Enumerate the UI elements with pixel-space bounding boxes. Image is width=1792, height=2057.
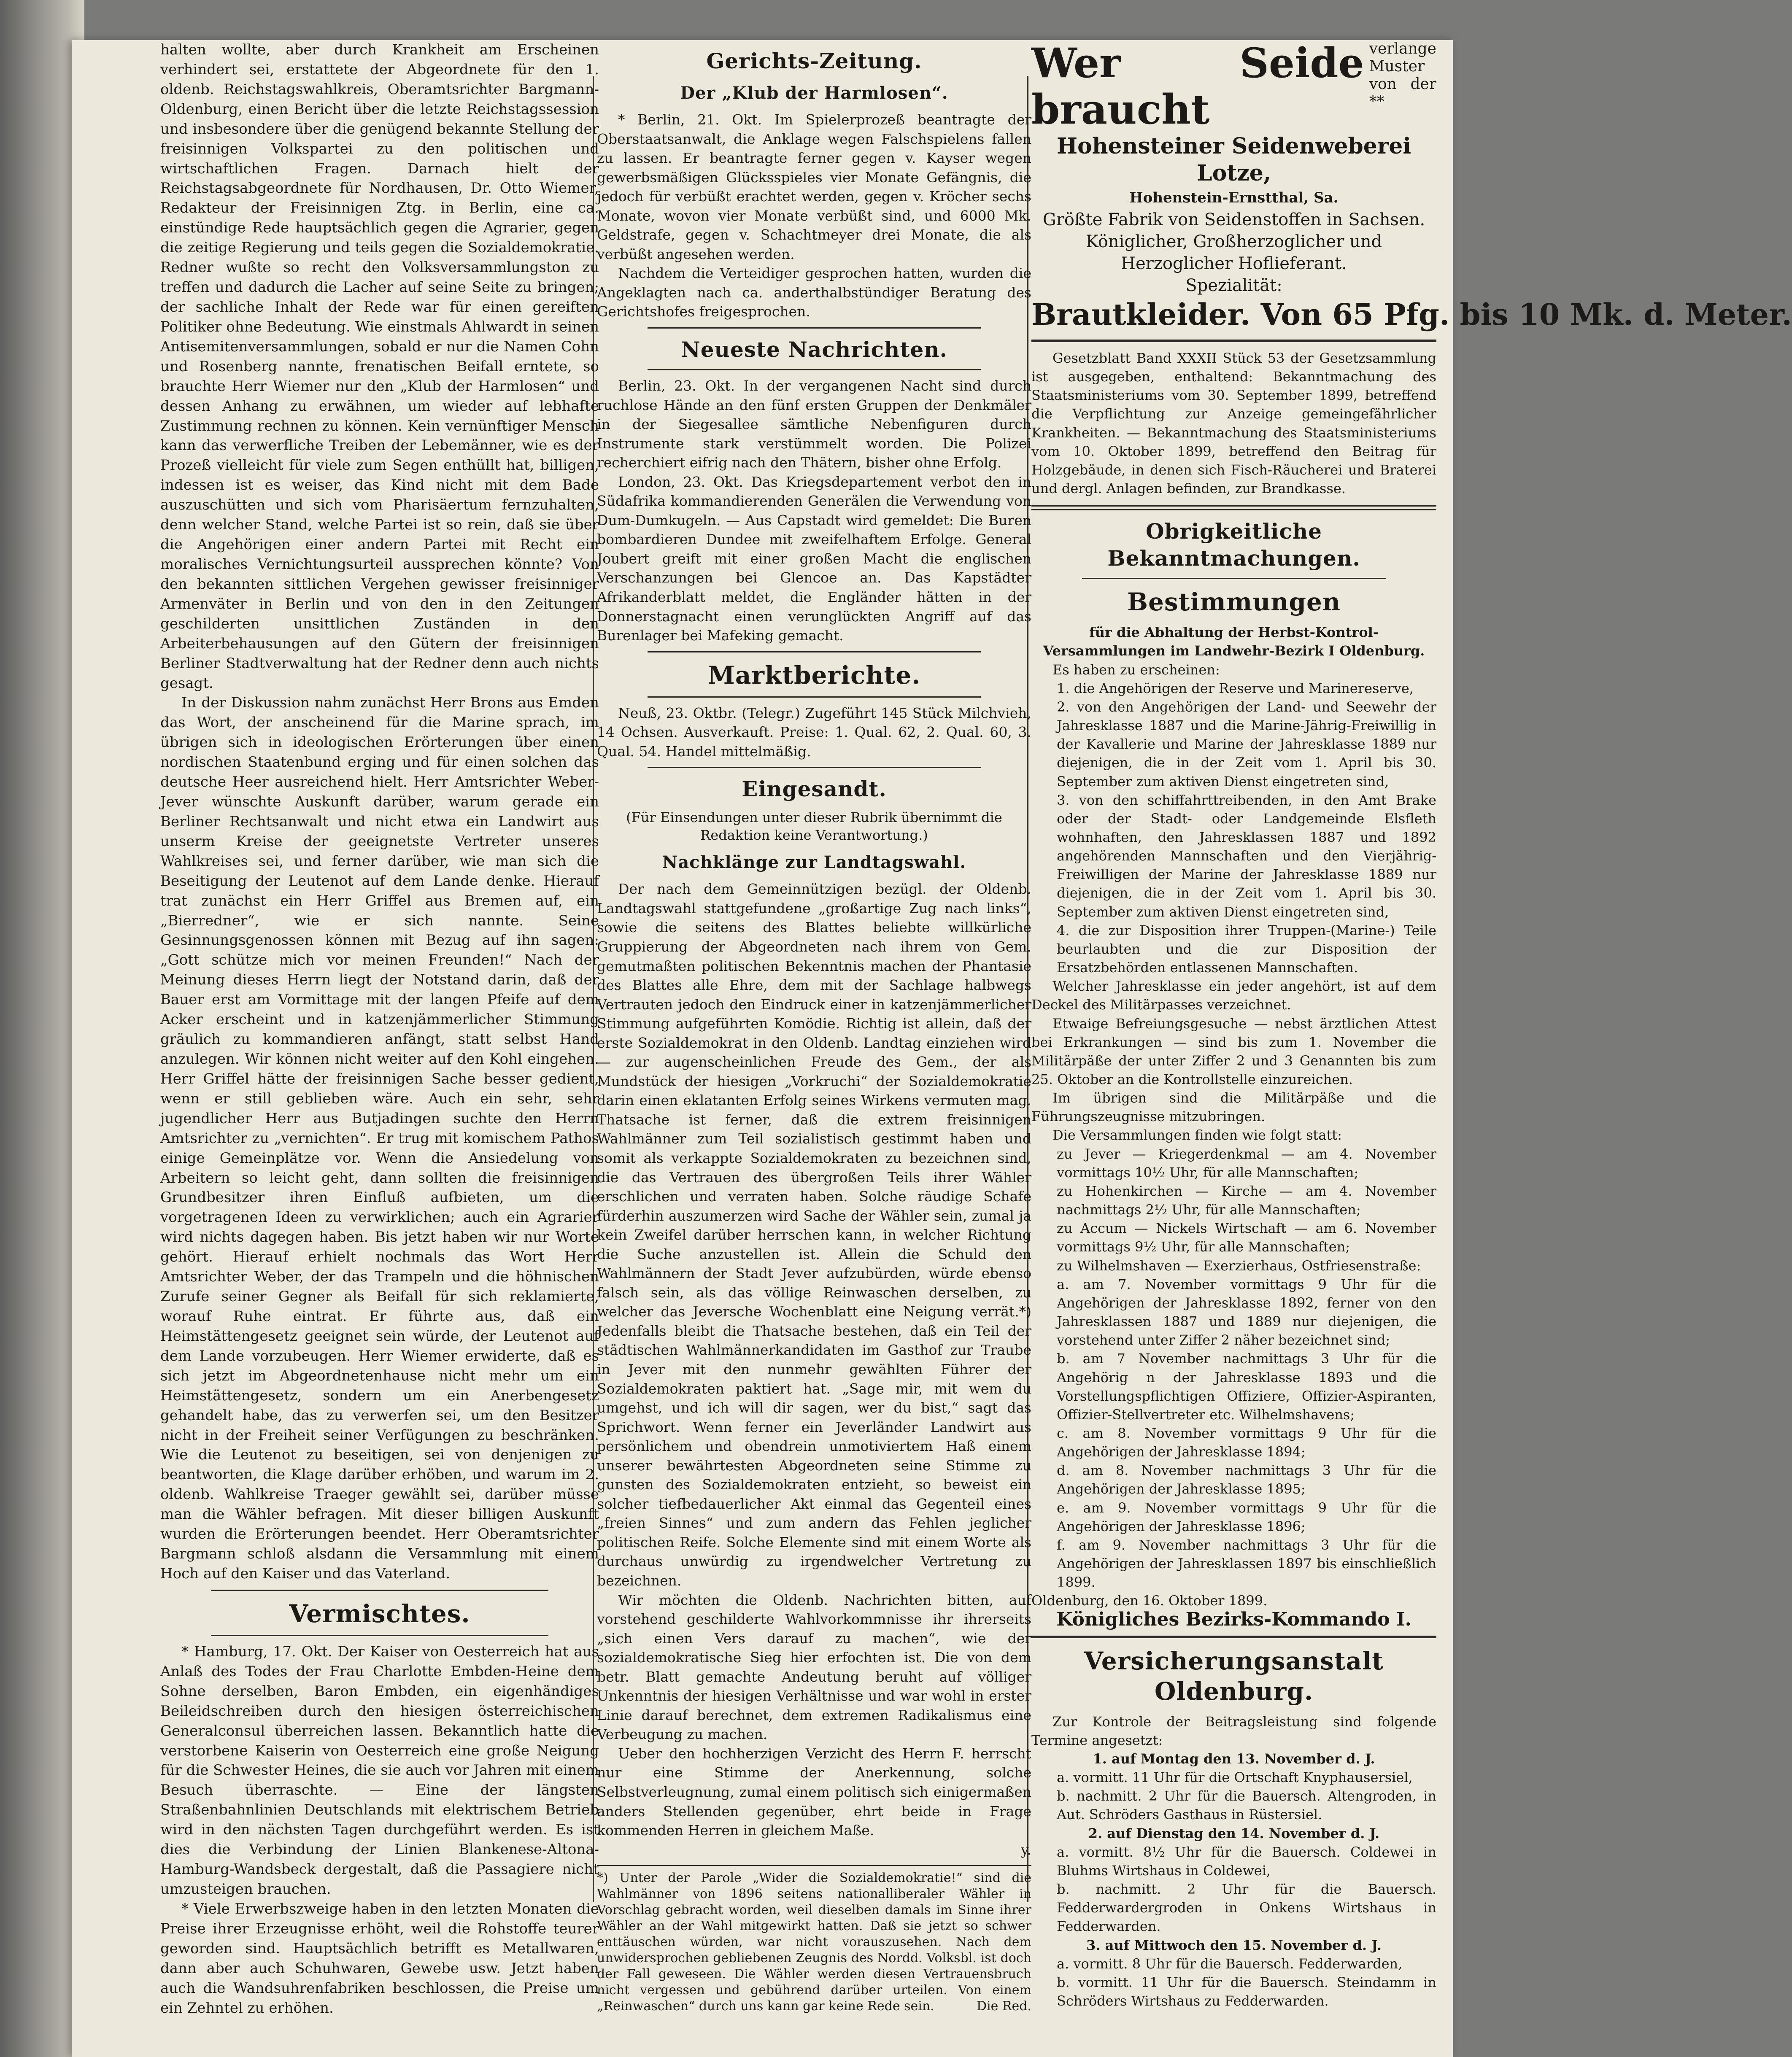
meeting-place: zu Jever — Kriegerdenkmal — am 4. November vormittags 10½ Uhr, für alle Mannschaften;: [1057, 1146, 1436, 1181]
meeting-place: zu Accum — Nickels Wirtschaft — am 6. November vormittags 9½ Uhr, für alle Mannschaften;: [1057, 1220, 1436, 1255]
section-title-versicherung: Versicherungsanstalt Oldenburg.: [1084, 1646, 1384, 1706]
footnote-sign: Die Red.: [976, 1999, 1031, 2014]
article-paragraph: In der Diskussion nahm zunächst Herr Brons aus Emden das Wort, der anscheinend für die Marine sprach, im übrigen sich in ideologischen Erörterungen über einen nordischen Staatenbund erging und für einen solchen das deutsche Heer ausreichend hielt. Herr Amtsrichter Weber-Jever wünschte Auskunft darüber, warum gerade ein Berliner Rechtsanwalt und nicht etwa ein Landwirt aus unserm Kreise der geeignetste Vertreter unseres Wahlkreises sei, und ferner darüber, wie man sich die Beseitigung der Leutenot auf dem Lande denke. Hierauf trat zunächst ein Herr Griffel aus Bremen auf, ein „Bierredner“, wie er sich nannte. Seine Gesinnungsgenossen können mit Bezug auf ihn sagen: „Gott schütze mich vor meinen Freunden!“ Nach der Meinung dieses Herrn liegt der Notstand darin, daß der Bauer erst am Vormittage mit der langen Pfeife auf dem Acker erscheint und in katzenjämmerlicher Stimmung gräulich zu kommandieren anfängt, statt selbst Hand anzulegen. Wir können nicht weiter auf den Kohl eingehen. Herr Griffel hätte der freisinnigen Sache besser gedient, wenn er still geblieben wäre. Auch ein sehr, sehr jugendlicher Herr aus Butjadingen suchte den Herrn Amtsrichter zu „vernichten“. Er trug mit komischem Pathos einige Gemeinplätze vor. Wenn die Ansiedelung von Arbeitern so leicht geht, dann sollten die freisinnigen Grundbesitzer ihren Einfluß aufbieten, um die vorgetragenen Ideen zu verwirklichen; auch ein Agrarier wird nichts dagegen haben. Bis jetzt haben wir nur Worte gehört. Hierauf erhielt nochmals das Wort Herr Amtsrichter Weber, der das Trampeln und die höhnischen Zurufe seiner Gegner als Beifall für sich reklamierte, worauf Ruhe eintrat. Er führte aus, daß ein Heimstättengesetz geeignet sein würde, der Leutenot auf dem Lande vorzubeugen. Herr Wiemer erwiderte, daß es sich jetzt im Abgeordnetenhause nicht mehr um ein Heimstättengesetz, sondern um ein Anerbengesetz gehandelt habe, das zu verwerfen sei, um den Besitzer nicht in der Freiheit seiner Verfügungen zu beschränken. Wie die Leutenot zu beseitigen, sei von denjenigen zu beantworten, die Klage darüber erhöben, und warum im 2. oldenb. Wahlkreise Traeger gewählt sei, darüber müsse man die Wähler befragen. Mit dieser billigen Auskunft wurden die Erörterungen beendet. Herr Oberamtsrichter Bargmann schloß alsdann die Versammlung mit einem Hoch auf den Kaiser und das Vaterland.: [160, 694, 599, 1582]
article-paragraph: * Berlin, 21. Okt. Im Spielerprozeß beantragte der Oberstaatsanwalt, die Anklage wegen Falschspielens fallen zu lassen. Er beantragte ferner gegen v. Kayser wegen gewerbsmäßigen Glücksspieles vier Monate Gefängnis, die jedoch für verbüßt erachtet werden, gegen v. Kröcher sechs Monate, wovon vier Monate verbüßt sind, und 6000 Mk. Geldstrafe, gegen v. Schachtmeyer drei Monate, die als verbüßt angesehen werden.: [597, 111, 1031, 262]
article-paragraph: Nachdem die Verteidiger gesprochen hatten, wurden die Angeklagten nach ca. anderthalbstündiger Beratung des Gerichtshofes freigesprochen.: [597, 265, 1031, 320]
divider: [648, 696, 981, 698]
subtitle-nachklaenge: Nachklänge zur Landtagswahl.: [662, 852, 966, 873]
meeting-slot: b. am 7 November nachmittags 3 Uhr für die Angehörig n der Jahresklasse 1893 und die Vorstellungspflichtigen Offiziere, Offizier-Aspiranten, Offizier-Stellvertreter etc. Wilhelmshavens;: [1057, 1351, 1436, 1423]
article-paragraph: London, 23. Okt. Das Kriegsdepartement verbot den in Südafrika kommandierenden Generälen die Verwendung von Dum-Dumkugeln. — Aus Capstadt wird gemeldet: Die Buren bombardieren Dundee mit zweifelhaftem Erfolge. General Joubert greift mit einer großen Macht die englischen Verschanzungen bei Glencoe an. Das Kapstädter Afrikanderblatt meldet, die Engländer hätten in der Donnerstagnacht einen verunglückten Angriff auf das Burenlager bei Mafeking gemacht.: [597, 473, 1031, 644]
editorial-note: (Für Einsendungen unter dieser Rubrik übernimmt die Redaktion keine Verantwortung.): [626, 809, 1002, 844]
section-title-obrigkeitliche: Obrigkeitliche Bekanntmachungen.: [1107, 519, 1360, 571]
schedule-slot: a. vormitt. 8½ Uhr für die Bauersch. Coldewei in Bluhms Wirtshaus in Coldewei,: [1057, 1844, 1436, 1879]
schedule-slot: a. vormitt. 11 Uhr für die Ortschaft Knyphausersiel,: [1057, 1769, 1413, 1786]
schedule-day: 2. auf Dienstag den 14. November d. J.: [1088, 1825, 1380, 1841]
notice-signature: Königliches Bezirks-Kommando I.: [1056, 1608, 1411, 1630]
notice-title-bestimmungen: Bestimmungen: [1127, 588, 1341, 617]
footnote: [597, 1865, 1031, 2014]
meeting-slot: d. am 8. November nachmittags 3 Uhr für die Angehörigen der Jahresklasse 1895;: [1057, 1462, 1436, 1497]
divider: [1031, 340, 1436, 342]
meeting-slot: a. am 7. November vormittags 9 Uhr für die Angehörigen der Jahresklasse 1892, ferner von den Jahresklassen 1887 und 1889 nur diejenigen, die vorstehend unter Ziffer 2 näher bezeichnet sind;: [1057, 1276, 1436, 1348]
meeting-place: zu Wilhelmshaven — Exerzierhaus, Ostfriesenstraße:: [1057, 1257, 1421, 1274]
notice-paragraph: Welcher Jahresklasse ein jeder angehört, ist auf dem Deckel des Militärpasses verzeichnet.: [1031, 978, 1436, 1013]
schedule-slot: a. vormitt. 8 Uhr für die Bauersch. Fedderwarden,: [1057, 1955, 1403, 1972]
divider: [648, 651, 981, 652]
advert-side-text: verlange Muster von der **: [1369, 40, 1436, 111]
notice-intro: Zur Kontrole der Beitragsleistung sind folgende Termine angesetzt:: [1031, 1713, 1436, 1748]
divider: [211, 1635, 548, 1636]
footnote-text: *) Unter der Parole „Wider die Sozialdemokratie!“ sind die Wahlmänner von 1896 seitens nationalliberaler Wähler in Vorschlag gebracht worden, weil dieselben damals im Sinne ihrer Wähler an der Wahl mitgewirkt hatten. Daß sie jetzt so schwer enttäuschen würden, war nicht vorauszusehen. Nach dem unwidersprochen gebliebenen Zeugnis des Nordd. Volksbl. ist doch der Fall geweseen. Die Wähler werden diesen Vertrauensbruch nicht vergessen und gebührend darüber urteilen. Von einem „Reinwaschen“ durch uns kann gar keine Rede sein.: [597, 1871, 1031, 2014]
section-title-eingesandt: Eingesandt.: [742, 776, 887, 802]
seide-advert: [1031, 39, 1792, 333]
article-paragraph: Ueber den hochherzigen Verzicht des Herrn F. herrscht nur eine Stimme der Anerkennung, solche Selbstverleugnung, zumal einem politisch sich einigermaßen anders Stellenden gegenüber, ehrt beide in Frage kommenden Herren in gleichem Maße.: [597, 1745, 1031, 1839]
notice-date: Oldenburg, den 16. Oktober 1899.: [1031, 1593, 1268, 1609]
advert-brautkleider: Brautkleider. Von 65 Pfg. bis 10 Mk. d. Meter.: [1031, 297, 1792, 332]
meeting-slot: c. am 8. November vormittags 9 Uhr für die Angehörigen der Jahresklasse 1894;: [1057, 1425, 1436, 1460]
article-paragraph: Neuß, 23. Oktbr. (Telegr.) Zugeführt 145 Stück Milchvieh, 14 Ochsen. Ausverkauft. Preise: 1. Qual. 62, 2. Qual. 60, 3. Qual. 54. Handel mittelmäßig.: [597, 704, 1031, 760]
article-paragraph: Berlin, 23. Okt. In der vergangenen Nacht sind durch ruchlose Hände an den fünf ersten Gruppen der Denkmäler in der Siegesallee sämtliche Nebenfiguren durch Instrumente stark verstümmelt worden. Die Polizei recherchiert eifrig nach den Thätern, bisher ohne Erfolg.: [597, 377, 1031, 471]
schedule-slot: b. nachmitt. 2 Uhr für die Bauersch. Altengroden, in Aut. Schröders Gasthaus in Rüstersiel.: [1057, 1788, 1436, 1823]
divider: [648, 327, 981, 329]
divider: [1082, 578, 1386, 579]
notice-paragraph: Die Versammlungen finden wie folgt statt:: [1053, 1127, 1342, 1143]
divider: [1031, 1636, 1436, 1638]
section-title-vermischtes: Vermischtes.: [289, 1599, 470, 1628]
article-paragraph: Der nach dem Gemeinnützigen bezügl. der Oldenb. Landtagswahl stattgefundene „großartige Zug nach links“, sowie die seitens des Blattes beliebte willkürliche Gruppierung der Abgeordneten nach ihrem von Gem. gemutmaßten politischen Bekenntnis machen der Phantasie des Blattes alle Ehre, dem mit der Sachlage halbwegs Vertrauten jedoch den Eindruck einer in katzenjämmerlicher Stimmung aufgeführten Komödie. Richtig ist allein, daß der erste Sozialdemokrat in den Oldenb. Landtag einziehen wird — zur augenscheinlichen Freude des Gem., der als Mundstück der hiesigen „Vorkruchi“ der Sozialdemokratie darin einen eklatanten Erfolg seines Wirkens vermuten mag. Thatsache ist ferner, daß die extrem freisinnigen Wahlmänner zum Teil sozialistisch gestimmt haben und somit als verkappte Sozialdemokraten zu bezeichnen sind, die das Vertrauen des übergroßen Teils ihrer Wähler erschlichen und verraten haben. Solche räudige Schafe fürderhin auszumerzen wird Sache der Wähler sein, zumal ja kein Zweifel darüber herrschen kann, in welcher Richtung die Suche anzustellen ist. Allein die Schuld den Wahlmännern der Stadt Jever aufzubürden, würde ebenso falsch sein, als das völlige Reinwaschen derselben, zu welcher das Jeversche Wochenblatt eine Neigung verrät.*) Jedenfalls bleibt die Thatsache bestehen, daß ein Teil der städtischen Wahlmännerkandidaten im Gasthof zur Traube in Jever mit den nunmehr gewählten Führer der Sozialdemokraten paktiert hat. „Sage mir, mit wem du umgehst, und ich will dir sagen, wer du bist,“ sagt das Sprichwort. Wenn ferner ein Jeverländer Landwirt aus persönlichem und obendrein unmotiviertem Haß einem unserer bewährtesten Abgeordneten seine Stimme zu gunsten des Sozialdemokraten entzieht, so beweist ein solcher tiefbedauerlicher Akt einmal das Gegenteil eines „freien Sinnes“ und zum andern das Fehlen jeglicher politischen Reife. Solche Elemente sind mit einem Worte als durchaus unwürdig zu irgendwelcher Vertretung zu bezeichnen.: [597, 881, 1031, 1589]
article-paragraph: halten wollte, aber durch Krankheit am Erscheinen verhindert sei, erstattete der Abgeordnete für den 1. oldenb. Reichstagswahlkreis, Oberamtsrichter Bargmann-Oldenburg, einen Bericht über die letzte Reichstagssession und insbesondere über die genügend bekannte Stellung der freisinnigen Volkspartei zu den politischen und wirtschaftlichen Fragen. Darnach hielt der Reichstagsabgeordnete für Nordhausen, Dr. Otto Wiemer, Redakteur der Freisinnigen Ztg. in Berlin, eine ca. einstündige Rede hauptsächlich gegen die Agrarier, gegen die zeitige Regierung und teils gegen die Sozialdemokratie. Redner wußte so recht den Volksversammlungston zu treffen und dadurch die Lacher auf seine Seite zu bringen; der sachliche Inhalt der Rede war für einen gereiften Politiker ohne Bedeutung. Wie einstmals Ahlwardt in seinen Antisemitenversammlungen, sobald er nur die Namen Cohn und Rosenberg nannte, frenatischen Beifall erntete, so brauchte Herr Wiemer nur den „Klub der Harmlosen“ und dessen Anhang zu erwähnen, um wieder auf lebhafte Zustimmung rechnen zu können. Kein vernünftiger Mensch kann das verwerfliche Treiben der Lebemänner, wie es der Prozeß vielleicht für viele zum Segen enthüllt hat, billigen, indessen ist es weiser, das Kind nicht mit dem Bade auszuschütten und sich vom Pharisäertum fernzuhalten, denn welcher Stand, welche Partei ist so rein, daß sie über die Angehörigen einer andern Partei mit Recht ein moralisches Vernichtungsurteil aussprechen könnte? Von den bekannten sittlichen Vergehen gewisser freisinniger Armenväter in Berlin und von den in den Zeitungen geschilderten unsittlichen Zuständen in den Arbeiterbehausungen auf den Gütern der freisinnigen Berliner Stadtverwaltung hat der Redner denn auch nichts gesagt.: [160, 41, 599, 692]
schedule-day: 1. auf Montag den 13. November d. J.: [1093, 1751, 1375, 1767]
section-title-markt: Marktberichte.: [707, 661, 921, 690]
article-paragraph: * Hamburg, 17. Okt. Der Kaiser von Oesterreich hat aus Anlaß des Todes der Frau Charlotte Embden-Heine dem Sohne derselben, Baron Embden, ein eigenhändiges Beileidschreiben durch den hiesigen österreichischen Generalconsul überreichen lassen. Bekanntlich hatte die verstorbene Kaiserin von Oesterreich eine große Neigung für die Schwester Heines, die sie auch vor Jahren mit einem Besuch überraschte. — Eine der längsten Straßenbahnlinien Deutschlands mit elektrischem Betrieb wird in den nächsten Tagen durchgeführt werden. Es ist dies die Verbindung der Linien Blankenese-Altona-Hamburg-Wandsbeck dergestalt, daß die Passagiere nicht umzusteigen brauchen.: [160, 1643, 599, 1898]
column-middle: [597, 40, 1031, 2014]
meeting-slot: e. am 9. November vormittags 9 Uhr für die Angehörigen der Jahresklasse 1896;: [1057, 1499, 1436, 1534]
divider: [648, 369, 981, 370]
divider: [648, 767, 981, 768]
article-paragraph: * Viele Erwerbszweige haben in den letzten Monaten die Preise ihrer Erzeugnisse erhöht, weil die Rohstoffe teurer geworden sind. Hauptsächlich betrifft es Metallwaren, dann aber auch Schuhwaren, Gewebe usw. Jetzt haben auch die Wandsuhrenfabriken beschlossen, die Preise um ein Zehntel zu erhöhen.: [160, 1900, 599, 2017]
advert-line: Königlicher, Großherzoglicher und Herzoglicher Hoflieferant.: [1085, 232, 1382, 273]
section-title-gericht: Gerichts-Zeitung.: [706, 49, 922, 73]
schedule-slot: b. vormitt. 11 Uhr für die Bauersch. Steindamm in Schröders Wirtshaus zu Fedderwarden.: [1057, 1974, 1436, 2009]
notice-item: 4. die zur Disposition ihrer Truppen-(Marine-) Teile beurlaubten und die zur Disposition der Ersatzbehörden entlassenen Mannschaften.: [1057, 922, 1436, 976]
advert-company: Hohensteiner Seidenweberei Lotze,: [1056, 133, 1411, 186]
author-sign: y.: [1021, 1841, 1031, 1858]
column-right: [1031, 39, 1792, 2010]
advert-title: Wer Seide braucht: [1031, 39, 1364, 133]
meeting-place: zu Hohenkirchen — Kirche — am 4. November nachmittags 2½ Uhr, für alle Mannschaften;: [1057, 1183, 1436, 1218]
advert-line: Größte Fabrik von Seidenstoffen in Sachsen.: [1042, 210, 1425, 229]
column-left: [160, 40, 599, 2018]
divider: [1031, 505, 1436, 510]
subtitle-klub: Der „Klub der Harmlosen“.: [680, 83, 948, 103]
notice-paragraph: Im übrigen sind die Militärpäße und die Führungszeugnisse mitzubringen.: [1031, 1090, 1436, 1125]
divider: [211, 1590, 548, 1591]
advert-line: Spezialität:: [1185, 276, 1282, 295]
meeting-slot: f. am 9. November nachmittags 3 Uhr für die Angehörigen der Jahresklassen 1897 bis einschließlich 1899.: [1057, 1537, 1436, 1591]
notice-item: 3. von den schiffahrttreibenden, in den Amt Brake oder der Stadt- oder Landgemeinde Elsfleth wohnhaften, den Jahresklassen 1887 und 1892 angehörenden Mannschaften und den Vierjährig-Freiwilligen der Marine der Jahresklasse 1889 nur diejenigen, die in der Zeit vom 1. April bis 30. September zum aktiven Dienst eingetreten sind,: [1057, 792, 1436, 920]
section-title-neueste: Neueste Nachrichten.: [681, 337, 947, 362]
notice-item: 1. die Angehörigen der Reserve und Marinereserve,: [1057, 680, 1414, 696]
notice-subtitle: für die Abhaltung der Herbst-Kontrol-Versammlungen im Landwehr-Bezirk I Oldenburg.: [1043, 624, 1425, 659]
notice-paragraph: Etwaige Befreiungsgesuche — nebst ärztlichen Attest bei Erkrankungen — sind bis zum 1. November die Militärpäße der unter Ziffer 2 und 3 Genannten bis zum 25. Oktober an die Kontrollstelle einzureichen.: [1031, 1015, 1436, 1087]
advert-place: Hohenstein-Ernstthal, Sa.: [1129, 189, 1339, 206]
notice-gesetzblatt: Gesetzblatt Band XXXII Stück 53 der Gesetzsammlung ist ausgegeben, enthaltend: Bekanntmachung des Staatsministeriums vom 30. September 1899, betreffend die Verpflichtung zur Anzeige gemeingefährlicher Krankheiten. — Bekanntmachung des Staatsministeriums vom 10. Oktober 1899, betreffend den Beitrag für Holzgebäude, in denen sich Fisch-Räucherei und Braterei und dergl. Anlagen befinden, zur Brandkasse.: [1031, 350, 1436, 497]
schedule-slot: b. nachmitt. 2 Uhr für die Bauersch. Fedderwardergroden in Onkens Wirtshaus in Fedderwarden.: [1057, 1881, 1436, 1935]
article-paragraph: Wir möchten die Oldenb. Nachrichten bitten, auf vorstehend geschilderte Wahlvorkommnisse ihr ihrerseits „sich einen Vers darauf zu machen“, wie der sozialdemokratische Sieg hier erfochten ist. Die von dem betr. Blatt gemachte Andeutung beruht auf völliger Unkenntnis der hiesigen Verhältnisse und war wohl in erster Linie darauf berechnet, dem extremen Radikalismus eine Verbeugung zu machen.: [597, 1591, 1031, 1743]
notice-item: 2. von den Angehörigen der Land- und Seewehr der Jahresklasse 1887 und die Marine-Jährig-Freiwillig in der Kavallerie und Marine der Jahresklasse 1889 nur diejenigen, die in der Zeit vom 1. April bis 30. September zum aktiven Dienst eingetreten sind,: [1057, 698, 1436, 790]
schedule-day: 3. auf Mittwoch den 15. November d. J.: [1086, 1937, 1382, 1953]
notice-intro: Es haben zu erscheinen:: [1053, 661, 1220, 678]
